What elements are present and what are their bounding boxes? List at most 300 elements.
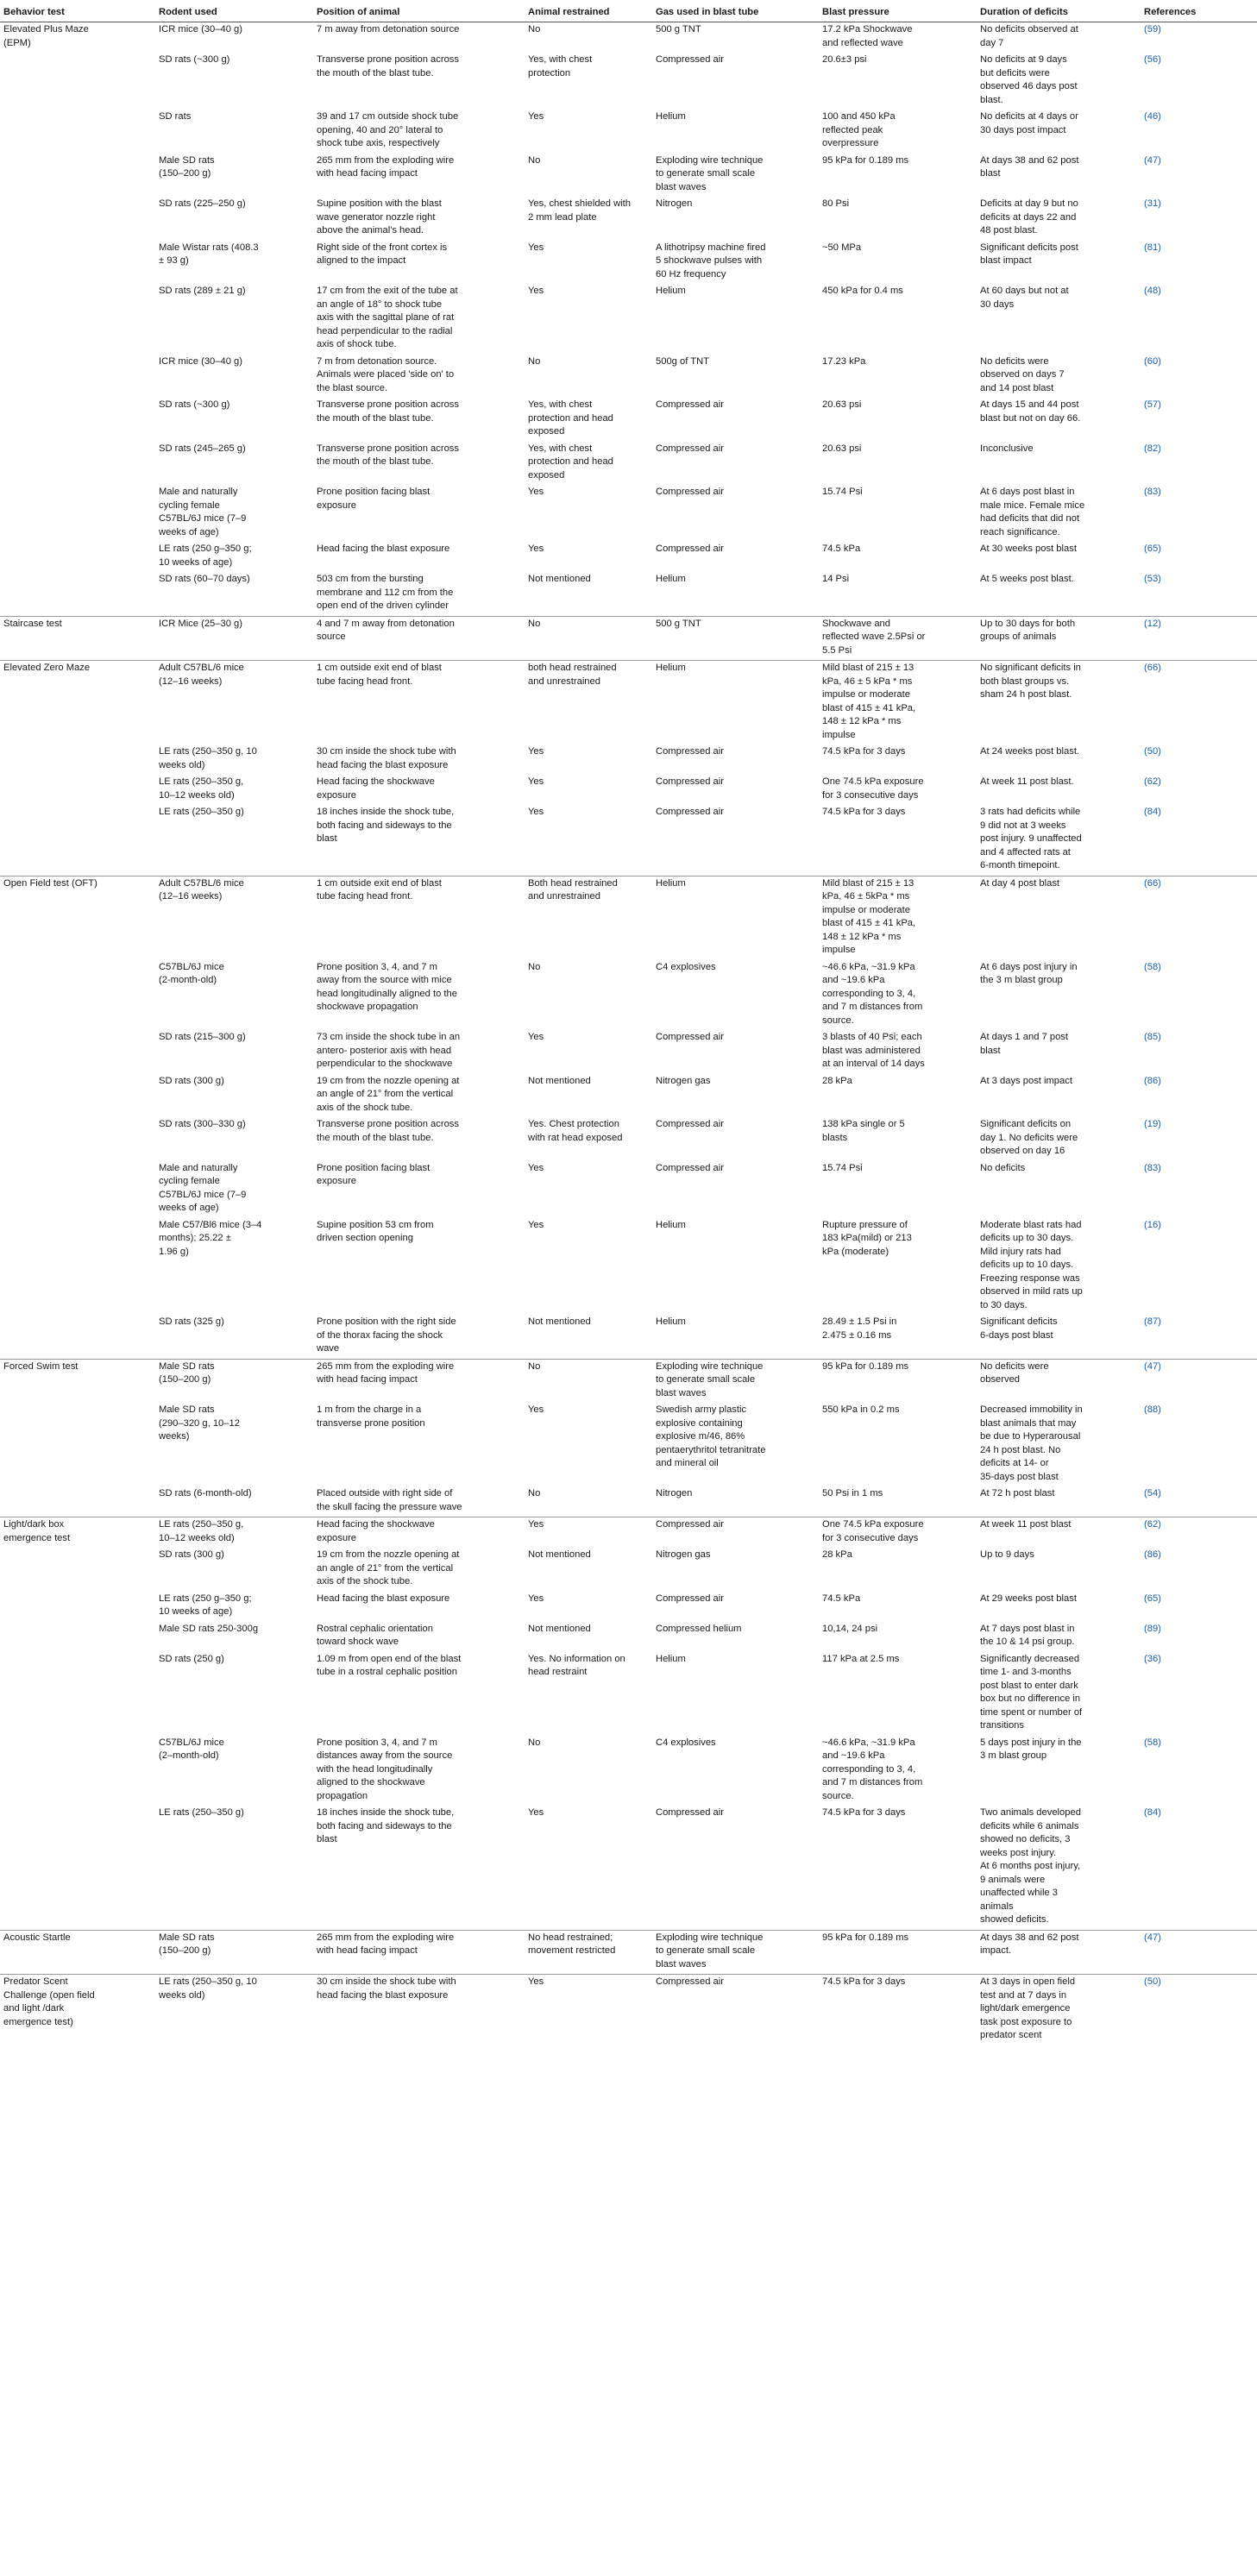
table-row [0, 960, 1257, 1031]
position-cell: 1 cm outside exit end of blast tube facing head front. [313, 661, 525, 745]
pressure-cell: Mild blast of 215 ± 13 kPa, 46 ± 5 kPa * ms impulse or moderate blast of 415 ± 41 kPa, 148 ± 12 kPa * ms impulse [819, 661, 977, 745]
behavior-test-cell [0, 572, 155, 616]
table-row [0, 616, 1257, 661]
reference-link[interactable]: (65) [1144, 543, 1161, 554]
rodent-cell: LE rats (250 g–350 g; 10 weeks of age) [159, 543, 252, 568]
restrained-cell: Yes [528, 487, 544, 497]
position-cell: 1.09 m from open end of the blast tube in a rostral cephalic position [317, 1653, 462, 1677]
table-row [0, 572, 1257, 616]
table-row [0, 1218, 1257, 1316]
restrained-cell: No head restrained; movement restricted [525, 1930, 652, 1975]
position-cell: 1 m from the charge in a transverse prone position [317, 1404, 425, 1429]
pressure-cell: Shockwave and reflected wave 2.5Psi or 5.5 Psi [819, 616, 977, 661]
duration-cell: At 30 weeks post blast [980, 543, 1077, 554]
reference-link[interactable]: (53) [1144, 574, 1161, 584]
position-cell: Head facing the blast exposure [317, 543, 450, 554]
position-cell: Prone position facing blast exposure [317, 487, 431, 511]
behavior-test-cell [0, 241, 155, 285]
pressure-cell: 100 and 450 kPa reflected peak overpressure [822, 111, 896, 148]
table-row [0, 1652, 1257, 1736]
position-cell: Prone position 3, 4, and 7 m away from the source with mice head longitudinally aligned to the shockwave propagation [317, 961, 457, 1012]
restrained-cell: Not mentioned [528, 1075, 591, 1086]
reference-link[interactable]: (46) [1144, 111, 1161, 122]
reference-link[interactable]: (66) [1141, 661, 1257, 745]
behavior-test-cell: Elevated Plus Maze (EPM) [3, 24, 89, 48]
restrained-cell: No [525, 1359, 652, 1403]
table-row [0, 775, 1257, 805]
rodent-cell: Adult C57BL/6 mice (12–16 weeks) [155, 661, 313, 745]
gas-cell: Helium [656, 1219, 686, 1230]
duration-cell: At 6 days post blast in male mice. Female mice had deficits that did not reach significance. [980, 487, 1085, 537]
pressure-cell: 15.74 Psi [822, 1162, 863, 1173]
duration-cell: No deficits [980, 1162, 1026, 1173]
pressure-cell: 17.2 kPa Shockwave and reflected wave [822, 24, 913, 48]
behavior-test-cell: Elevated Zero Maze [0, 661, 155, 745]
header-behavior-test: Behavior test [0, 0, 155, 22]
rodent-cell: ICR mice (30–40 g) [159, 24, 242, 35]
restrained-cell: Yes [528, 807, 544, 817]
restrained-cell: Yes [528, 1404, 544, 1415]
gas-cell: 500 g TNT [656, 24, 701, 35]
rodent-cell: SD rats (245–265 g) [159, 443, 246, 454]
behavior-test-cell [0, 745, 155, 775]
gas-cell: Helium [656, 1653, 686, 1664]
table-row [0, 485, 1257, 542]
rodent-cell: SD rats (60–70 days) [159, 574, 250, 584]
reference-link[interactable]: (47) [1141, 1930, 1257, 1975]
restrained-cell: Yes [528, 1807, 544, 1818]
rodent-cell: LE rats (250–350 g, 10–12 weeks old) [155, 1517, 313, 1549]
duration-cell: At 7 days post blast in the 10 & 14 psi group. [980, 1623, 1075, 1647]
gas-cell: C4 explosives [656, 1737, 716, 1748]
behavior-test-cell [0, 284, 155, 355]
pressure-cell: 74.5 kPa for 3 days [822, 746, 906, 757]
rodent-cell: Male SD rats (150–200 g) [159, 154, 215, 179]
gas-cell: Compressed air [652, 1975, 819, 2045]
header-position: Position of animal [313, 0, 525, 22]
pressure-cell: 20.63 psi [822, 443, 862, 454]
behavior-test-cell [0, 1117, 155, 1161]
pressure-cell: 450 kPa for 0.4 ms [822, 286, 903, 296]
rodent-cell: Male and naturally cycling female C57BL/6J mice (7–9 weeks of age) [159, 487, 247, 537]
gas-cell: Helium [656, 111, 686, 122]
table-row [0, 1592, 1257, 1622]
duration-cell: At 3 days post impact [980, 1075, 1072, 1086]
restrained-cell: Yes [528, 286, 544, 296]
table-row [0, 1074, 1257, 1118]
header-gas: Gas used in blast tube [652, 0, 819, 22]
position-cell: Prone position with the right side of the thorax facing the shock wave [317, 1316, 456, 1354]
pressure-cell: 14 Psi [822, 574, 850, 584]
rodent-cell: SD rats (289 ± 21 g) [159, 286, 246, 296]
pressure-cell: 3 blasts of 40 Psi; each blast was administered at an interval of 14 days [822, 1032, 925, 1069]
rodent-cell: C57BL/6J mice (2–month-old) [159, 1737, 224, 1761]
behavior-test-cell [0, 1806, 155, 1930]
pressure-cell: 15.74 Psi [822, 487, 863, 497]
rodent-cell: LE rats (250–350 g, 10–12 weeks old) [159, 776, 244, 801]
duration-cell: Decreased immobility in blast animals that may be due to Hyperarousal 24 h post blast. No deficits at 14- or 35-days post blast [980, 1404, 1083, 1482]
duration-cell: No deficits at 9 days but deficits were observed 46 days post blast. [980, 54, 1078, 105]
restrained-cell: Yes [528, 746, 544, 757]
restrained-cell: No [528, 355, 541, 367]
behavior-test-cell [0, 1315, 155, 1359]
pressure-cell: 17.23 kPa [822, 355, 866, 367]
rodent-cell: Male SD rats (150–200 g) [155, 1359, 313, 1403]
duration-cell: Significantly decreased time 1- and 3-months post blast to enter dark box but no difference in time spent or number of transitions [980, 1653, 1083, 1731]
gas-cell: Compressed air [656, 1032, 724, 1042]
table-row [0, 442, 1257, 486]
restrained-cell: No [528, 24, 541, 35]
restrained-cell: No [525, 616, 652, 661]
restrained-cell: Yes. Chest protection with rat head exposed [528, 1119, 623, 1143]
behavior-test-cell [0, 485, 155, 542]
reference-link[interactable]: (82) [1144, 443, 1161, 454]
rodent-cell: SD rats (325 g) [159, 1316, 224, 1327]
position-cell: 7 m away from detonation source [317, 24, 460, 35]
rodent-cell: SD rats (~300 g) [159, 399, 230, 410]
reference-link[interactable]: (89) [1144, 1623, 1161, 1634]
duration-cell: Inconclusive [980, 443, 1034, 454]
table-row [0, 1486, 1257, 1517]
pressure-cell: 74.5 kPa [822, 1593, 861, 1604]
restrained-cell: Yes [528, 1219, 544, 1230]
restrained-cell: Yes [525, 1975, 652, 2045]
position-cell: Head facing the blast exposure [317, 1593, 450, 1604]
behavior-test-cell [0, 1486, 155, 1517]
gas-cell: Helium [652, 661, 819, 745]
table-row [0, 1315, 1257, 1359]
reference-link[interactable]: (16) [1144, 1219, 1161, 1230]
behavior-test-cell [0, 1030, 155, 1074]
position-cell: 265 mm from the exploding wire with head facing impact [317, 154, 455, 179]
reference-link[interactable]: (57) [1144, 399, 1161, 410]
pressure-cell: 74.5 kPa for 3 days [819, 1975, 977, 2045]
pressure-cell: 95 kPa for 0.189 ms [819, 1359, 977, 1403]
position-cell: 39 and 17 cm outside shock tube opening, 40 and 20° lateral to shock tube axis, respectively [317, 111, 459, 148]
header-duration: Duration of deficits [977, 0, 1141, 22]
reference-link[interactable]: (47) [1141, 1359, 1257, 1403]
behavior-test-cell: Acoustic Startle [0, 1930, 155, 1975]
rodent-cell: ICR mice (30–40 g) [159, 355, 242, 367]
gas-cell: Compressed air [656, 1593, 724, 1604]
restrained-cell: Yes, with chest protection and head exposed [528, 443, 613, 481]
gas-cell: Compressed air [656, 443, 724, 454]
reference-link[interactable]: (85) [1144, 1032, 1161, 1042]
reference-link[interactable]: (86) [1144, 1075, 1161, 1086]
gas-cell: Compressed air [656, 1119, 724, 1129]
gas-cell: Exploding wire technique to generate small scale blast waves [652, 1359, 819, 1403]
position-cell: Supine position 53 cm from driven section opening [317, 1219, 434, 1243]
pressure-cell: 28 kPa [822, 1075, 852, 1086]
rodent-cell: Male SD rats (290–320 g, 10–12 weeks) [159, 1404, 240, 1442]
gas-cell: Nitrogen gas [656, 1075, 711, 1086]
reference-link[interactable]: (83) [1144, 487, 1161, 497]
reference-link[interactable]: (31) [1144, 198, 1161, 209]
position-cell: 19 cm from the nozzle opening at an angle of 21° from the vertical axis of the shock tube. [317, 1549, 460, 1586]
rodent-cell: SD rats (225–250 g) [159, 198, 246, 209]
position-cell: Supine position with the blast wave generator nozzle right above the animal's head. [317, 198, 442, 236]
rodent-cell: LE rats (250–350 g, 10 weeks old) [155, 1975, 313, 2045]
reference-link[interactable]: (50) [1144, 746, 1161, 757]
rodent-cell: ICR Mice (25–30 g) [155, 616, 313, 661]
duration-cell: 3 rats had deficits while 9 did not at 3 weeks post injury. 9 unaffected and 4 affected rats at 6-month timepoint. [980, 807, 1082, 870]
reference-link[interactable]: (65) [1144, 1593, 1161, 1604]
restrained-cell: Not mentioned [528, 1316, 591, 1327]
duration-cell: At days 15 and 44 post blast but not on day 66. [980, 399, 1081, 424]
position-cell: Prone position facing blast exposure [317, 1162, 431, 1186]
reference-link[interactable]: (58) [1144, 1737, 1161, 1748]
reference-link[interactable]: (83) [1144, 1162, 1161, 1173]
rodent-cell: Adult C57BL/6 mice (12–16 weeks) [155, 876, 313, 960]
duration-cell: At 72 h post blast [980, 1488, 1055, 1498]
rodent-cell: LE rats (250–350 g) [159, 1807, 244, 1818]
behavior-test-cell [0, 1622, 155, 1652]
duration-cell: At week 11 post blast. [980, 776, 1074, 787]
position-cell: 503 cm from the bursting membrane and 112 cm from the open end of the driven cylinder [317, 574, 454, 611]
position-cell: Transverse prone position across the mouth of the blast tube. [317, 1119, 459, 1143]
pressure-cell: 74.5 kPa [822, 543, 861, 554]
position-cell: 30 cm inside the shock tube with head facing the blast exposure [317, 746, 456, 770]
restrained-cell: Both head restrained and unrestrained [525, 876, 652, 960]
reference-link[interactable]: (50) [1141, 1975, 1257, 2045]
restrained-cell: Yes [528, 776, 544, 787]
position-cell: 18 inches inside the shock tube, both facing and sideways to the blast [317, 1807, 455, 1844]
gas-cell: Compressed air [656, 487, 724, 497]
reference-link[interactable]: (56) [1144, 54, 1161, 65]
duration-cell: At 5 weeks post blast. [980, 574, 1074, 584]
behavior-test-cell [0, 355, 155, 399]
pressure-cell: 28.49 ± 1.5 Psi in 2.475 ± 0.16 ms [822, 1316, 897, 1341]
duration-cell: At 3 days in open field test and at 7 days in light/dark emergence task post exposure to predator scent [977, 1975, 1141, 2045]
rodent-cell: SD rats (300–330 g) [159, 1119, 246, 1129]
restrained-cell: Not mentioned [528, 1623, 591, 1634]
behavior-test-cell [0, 1218, 155, 1316]
table-row [0, 745, 1257, 775]
pressure-cell: 10,14, 24 psi [822, 1623, 878, 1634]
rodent-cell: Male SD rats (150–200 g) [155, 1930, 313, 1975]
position-cell: 265 mm from the exploding wire with head facing impact [313, 1930, 525, 1975]
table-row [0, 110, 1257, 154]
behavior-test-cell [0, 1736, 155, 1806]
gas-cell: 500g of TNT [656, 355, 709, 367]
duration-cell: No deficits were observed [977, 1359, 1141, 1403]
header-rodent-used: Rodent used [155, 0, 313, 22]
table-row [0, 1517, 1257, 1549]
rodent-cell: Male SD rats 250-300g [159, 1623, 259, 1634]
duration-cell: Moderate blast rats had deficits up to 30 days. Mild injury rats had deficits up to 10 days. Freezing response was observed in mild rats up to 30 days. [980, 1219, 1083, 1310]
table-row [0, 1806, 1257, 1930]
table-row [0, 241, 1257, 285]
rodent-cell: SD rats (300 g) [159, 1549, 224, 1560]
gas-cell: Compressed air [656, 399, 724, 410]
gas-cell: Compressed air [656, 1807, 724, 1818]
behavior-test-cell [0, 1652, 155, 1736]
table-row [0, 22, 1257, 53]
position-cell: Right side of the front cortex is aligned to the impact [317, 242, 448, 266]
behavior-test-cell: Forced Swim test [0, 1359, 155, 1403]
rodent-cell: SD rats (6-month-old) [159, 1488, 252, 1498]
behavior-test-cell [0, 542, 155, 572]
gas-cell: Compressed air [656, 776, 724, 787]
restrained-cell: No [528, 1488, 541, 1498]
pressure-cell: Mild blast of 215 ± 13 kPa, 46 ± 5kPa * ms impulse or moderate blast of 415 ± 41 kPa, 148 ± 12 kPa * ms impulse [819, 876, 977, 960]
table-row [0, 876, 1257, 960]
rodent-cell: Male C57/Bl6 mice (3–4 months); 25.22 ± 1.96 g) [159, 1219, 262, 1257]
position-cell: 265 mm from the exploding wire with head facing impact [313, 1359, 525, 1403]
reference-link[interactable]: (36) [1144, 1653, 1161, 1664]
restrained-cell: Yes [528, 242, 544, 253]
table-row [0, 284, 1257, 355]
duration-cell: Significant deficits on day 1. No deficits were observed on day 16 [980, 1119, 1078, 1156]
pressure-cell: 74.5 kPa for 3 days [822, 1807, 906, 1818]
header-references: References [1141, 0, 1257, 22]
table-row [0, 805, 1257, 876]
restrained-cell: Yes [528, 1032, 544, 1042]
duration-cell: 5 days post injury in the 3 m blast group [980, 1737, 1082, 1761]
duration-cell: At 6 days post injury in the 3 m blast group [980, 961, 1078, 985]
duration-cell: Up to 9 days [980, 1549, 1034, 1560]
pressure-cell: 95 kPa for 0.189 ms [822, 154, 909, 166]
position-cell: 18 inches inside the shock tube, both facing and sideways to the blast [317, 807, 455, 844]
behavior-test-cell [0, 154, 155, 198]
gas-cell: Compressed helium [656, 1623, 742, 1634]
gas-cell: Exploding wire technique to generate small scale blast waves [656, 154, 764, 192]
behavior-test-cell [0, 1592, 155, 1622]
restrained-cell: Yes, chest shielded with 2 mm lead plate [528, 198, 631, 223]
behavior-test-cell: Open Field test (OFT) [0, 876, 155, 960]
rodent-cell: SD rats (215–300 g) [159, 1032, 246, 1042]
reference-link[interactable]: (88) [1144, 1404, 1161, 1415]
rodent-cell: C57BL/6J mice (2-month-old) [159, 961, 224, 985]
restrained-cell: Yes. No information on head restraint [528, 1653, 625, 1677]
gas-cell: Compressed air [652, 1517, 819, 1549]
gas-cell: A lithotripsy machine fired 5 shockwave pulses with 60 Hz frequency [656, 242, 766, 280]
table-row [0, 1117, 1257, 1161]
reference-link[interactable]: (59) [1144, 24, 1161, 35]
gas-cell: Compressed air [656, 54, 724, 65]
behavior-test-cell: Light/dark box emergence test [0, 1517, 155, 1549]
reference-link[interactable]: (62) [1141, 1517, 1257, 1549]
position-cell: Placed outside with right side of the skull facing the pressure wave [317, 1488, 462, 1512]
table-row [0, 355, 1257, 399]
reference-link[interactable]: (81) [1144, 242, 1161, 253]
restrained-cell: Yes, with chest protection [528, 54, 593, 79]
gas-cell: Compressed air [656, 1162, 724, 1173]
pressure-cell: One 74.5 kPa exposure for 3 consecutive days [819, 1517, 977, 1549]
pressure-cell: One 74.5 kPa exposure for 3 consecutive days [822, 776, 924, 801]
duration-cell: Significant deficits post blast impact [980, 242, 1078, 266]
restrained-cell: Yes [528, 1162, 544, 1173]
behavior-test-cell [0, 442, 155, 486]
duration-cell: At 60 days but not at 30 days [980, 286, 1069, 310]
reference-link[interactable]: (47) [1144, 154, 1161, 166]
reference-link[interactable]: (54) [1144, 1488, 1161, 1498]
table-row [0, 1548, 1257, 1592]
behavior-test-cell: Staircase test [0, 616, 155, 661]
reference-link[interactable]: (60) [1144, 355, 1161, 367]
reference-link[interactable]: (48) [1144, 286, 1161, 296]
gas-cell: Compressed air [656, 807, 724, 817]
position-cell: Prone position 3, 4, and 7 m distances away from the source with the head longitudinally aligned to the shockwave propagation [317, 1737, 453, 1801]
gas-cell: Helium [656, 574, 686, 584]
restrained-cell: Yes [528, 111, 544, 122]
duration-cell: At days 38 and 62 post impact. [977, 1930, 1141, 1975]
rodent-cell: SD rats [159, 111, 192, 122]
reference-link[interactable]: (84) [1144, 807, 1161, 817]
pressure-cell: 550 kPa in 0.2 ms [822, 1404, 900, 1415]
gas-cell: Swedish army plastic explosive containing explosive m/46, 86% pentaerythritol tetranitrate and mineral oil [656, 1404, 766, 1468]
restrained-cell: both head restrained and unrestrained [525, 661, 652, 745]
duration-cell: No significant deficits in both blast groups vs. sham 24 h post blast. [977, 661, 1141, 745]
restrained-cell: Yes [528, 1593, 544, 1604]
pressure-cell: ~50 MPa [822, 242, 862, 253]
position-cell: Transverse prone position across the mouth of the blast tube. [317, 443, 459, 467]
position-cell: 4 and 7 m away from detonation source [313, 616, 525, 661]
gas-cell: C4 explosives [656, 961, 716, 972]
reference-link[interactable]: (62) [1144, 776, 1161, 787]
behavior-test-cell [0, 775, 155, 805]
table-row [0, 1736, 1257, 1806]
duration-cell: At day 4 post blast [977, 876, 1141, 960]
reference-link[interactable]: (87) [1144, 1316, 1161, 1327]
behavior-test-cell [0, 1548, 155, 1592]
restrained-cell: Not mentioned [528, 574, 591, 584]
reference-link[interactable]: (84) [1144, 1807, 1161, 1818]
pressure-cell: 95 kPa for 0.189 ms [819, 1930, 977, 1975]
gas-cell: Compressed air [656, 746, 724, 757]
behavior-test-cell: Predator Scent Challenge (open field and light /dark emergence test) [0, 1975, 155, 2045]
duration-cell: Significant deficits 6-days post blast [980, 1316, 1058, 1341]
gas-cell: Nitrogen [656, 1488, 693, 1498]
gas-cell: Helium [652, 876, 819, 960]
behavior-test-cell [0, 110, 155, 154]
reference-link[interactable]: (86) [1144, 1549, 1161, 1560]
header-restrained: Animal restrained [525, 0, 652, 22]
header-row [0, 0, 1257, 22]
reference-link[interactable]: (66) [1141, 876, 1257, 960]
position-cell: Rostral cephalic orientation toward shock wave [317, 1623, 433, 1647]
reference-link[interactable]: (19) [1144, 1119, 1161, 1129]
gas-cell: Helium [656, 1316, 686, 1327]
rodent-cell: Male Wistar rats (408.3 ± 93 g) [159, 242, 259, 266]
duration-cell: Up to 30 days for both groups of animals [977, 616, 1141, 661]
behavior-test-cell [0, 197, 155, 241]
pressure-cell: 74.5 kPa for 3 days [822, 807, 906, 817]
pressure-cell: 50 Psi in 1 ms [822, 1488, 883, 1498]
restrained-cell: No [528, 961, 541, 972]
position-cell: Transverse prone position across the mouth of the blast tube. [317, 399, 459, 424]
restrained-cell: Yes [528, 543, 544, 554]
behavior-test-cell [0, 398, 155, 442]
pressure-cell: Rupture pressure of 183 kPa(mild) or 213 kPa (moderate) [822, 1219, 912, 1257]
restrained-cell: Yes [525, 1517, 652, 1549]
position-cell: 1 cm outside exit end of blast tube facing head front. [313, 876, 525, 960]
position-cell: 17 cm from the exit of the tube at an angle of 18° to shock tube axis with the sagittal plane of rat head perpendicular to the radial axis of shock tube. [317, 286, 458, 349]
position-cell: 7 m from detonation source. Animals were placed 'side on' to the blast source. [317, 355, 455, 393]
table-row [0, 542, 1257, 572]
behavior-test-cell [0, 805, 155, 876]
duration-cell: At days 38 and 62 post blast [980, 154, 1079, 179]
rodent-cell: Male and naturally cycling female C57BL/6J mice (7–9 weeks of age) [159, 1162, 247, 1213]
behavior-test-cell [0, 960, 155, 1031]
table-row [0, 1930, 1257, 1975]
pressure-cell: 80 Psi [822, 198, 850, 209]
reference-link[interactable]: (58) [1144, 961, 1161, 972]
duration-cell: Deficits at day 9 but no deficits at days 22 and 48 post blast. [980, 198, 1078, 236]
reference-link[interactable]: (12) [1141, 616, 1257, 661]
pressure-cell: 20.6±3 psi [822, 54, 867, 65]
behavior-test-cell [0, 1074, 155, 1118]
